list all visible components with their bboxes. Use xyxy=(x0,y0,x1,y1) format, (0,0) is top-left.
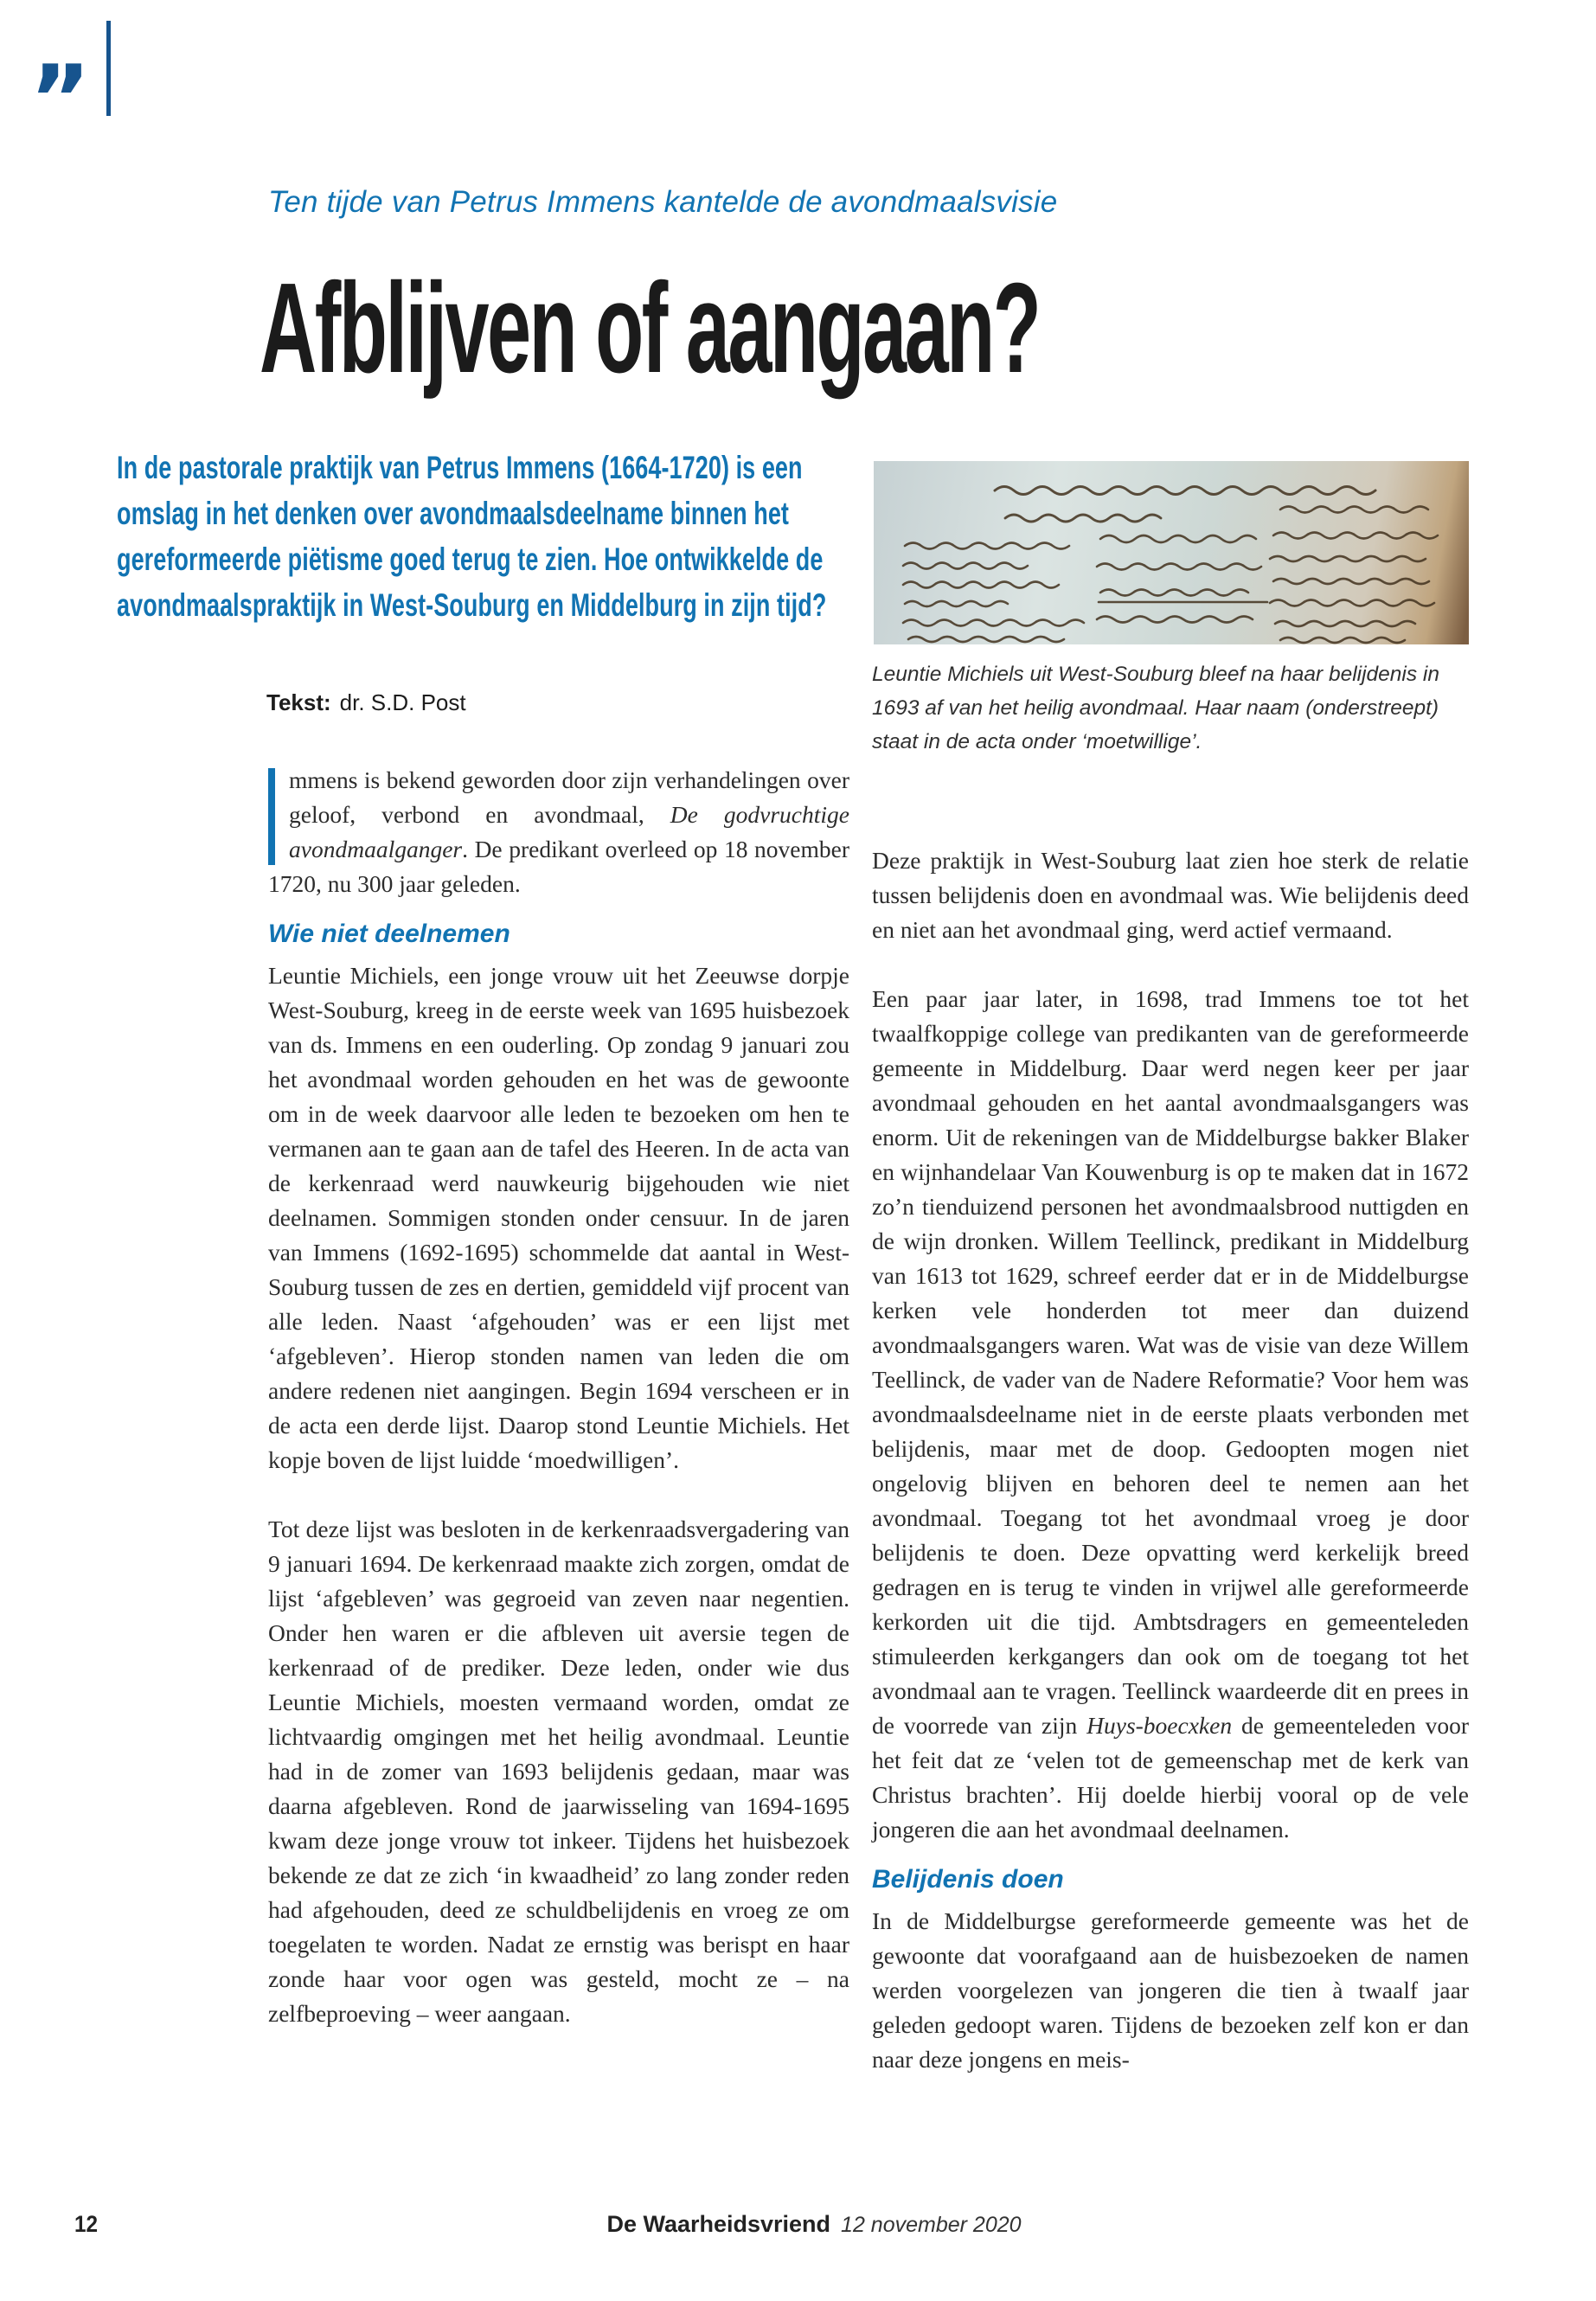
drop-cap-initial-i xyxy=(268,768,275,865)
handwriting-line xyxy=(1280,638,1405,643)
handwriting-line xyxy=(1097,617,1253,623)
handwriting-line xyxy=(905,601,1008,606)
handwriting-line xyxy=(1097,564,1261,570)
text-run: Deze praktijk in West-Souburg laat zien hoe sterk de relatie tussen belijdenis doen en avondmaal was. Wie belijdenis deed en niet aan het avondmaal ging, werd actief vermaand. xyxy=(872,847,1469,943)
body-paragraph xyxy=(268,763,849,901)
text-run: In de Middelburgse gereformeerde gemeente was het de gewoonte dat voorafgaand aan de huisbezoeken de namen werden voorgelezen van jongeren die tien à twaalf jaar geleden gedoopt waren. Tijdens de bezoeken zelf kon er dan naar deze jongens en meis- xyxy=(872,1907,1469,2073)
handwriting-line xyxy=(903,582,1059,588)
handwriting-line xyxy=(1275,621,1415,626)
article-column-right xyxy=(872,843,1469,2077)
handwriting-line xyxy=(1270,556,1426,561)
body-paragraph xyxy=(268,958,849,1477)
handwriting-line xyxy=(1100,535,1256,542)
handwriting-line xyxy=(905,543,1069,549)
handwriting-scribbles xyxy=(874,461,1469,644)
section-heading: Wie niet deelnemen xyxy=(268,920,510,948)
handwriting-line xyxy=(995,487,1375,495)
byline-label: Tekst: xyxy=(266,689,331,715)
figure-caption: Leuntie Michiels uit West-Souburg bleef na haar belijdenis in 1693 af van het heilig avondmaal. Haar naam (onderstreept) staat in de acta onder ‘moetwillige’. xyxy=(872,663,1439,753)
intro-paragraph: In de pastorale praktijk van Petrus Immens (1664-1720) is een omslag in het denken over avondmaalsdeelname binnen het gereformeerde piëtisme goed terug te zien. Hoe ontwikkelde de avondmaalspraktijk in West-Souburg en Middelburg in zijn tijd? xyxy=(117,450,827,623)
handwriting-line xyxy=(903,620,1084,626)
handwriting-line xyxy=(1270,600,1434,606)
footer-magazine-name: De Waarheidsvriend xyxy=(606,2211,831,2237)
text-run: . De predikant overleed op 18 november 1720, nu 300 jaar geleden. xyxy=(268,836,849,897)
section-heading: Belijdenis doen xyxy=(872,1865,1064,1894)
text-run: Tot deze lijst was besloten in de kerkenraadsvergadering van 9 januari 1694. De kerkenraad maakte zich zorgen, omdat de lijst ‘afgebleven’ was gegroeid van zeven naar negentien. Onder hen waren er die afbleven uit aversie tegen de kerkenraad of de prediker. Deze leden, onder wie dus Leuntie Michiels, moesten vermaand worden, omdat ze lichtvaardig omgingen met het heilig avondmaal. Leuntie had in de zomer van 1693 belijdenis gedaan, maar was daarna afgebleven. Rond de jaarwisseling van 1694-1695 kwam deze jonge vrouw tot inkeer. Tijdens het huisbezoek bekende ze dat ze zich ‘in kwaadheid’ zo lang zonder reden had afgehouden, deed ze schuldbelijdenis en vroeg ze om toegelaten te worden. Nadat ze ernstig was berispt en haar zonde haar voor ogen was gesteld, mocht ze – na zelfbeproeving – weer aangaan. xyxy=(268,1516,849,2027)
handwriting-line xyxy=(1100,590,1248,596)
footer xyxy=(606,2211,1021,2238)
italic-text-run: De godvruchtige avondmaalganger xyxy=(289,801,849,862)
body-paragraph xyxy=(872,843,1469,947)
handwriting-line xyxy=(1280,507,1428,513)
body-paragraph xyxy=(268,1512,849,2031)
footer-page-number: 12 xyxy=(74,2211,99,2237)
text-run: Een paar jaar later, in 1698, trad Immens toe tot het twaalfkoppige college van predikanten van de gereformeerde gemeente in Middelburg. Daar werd negen keer per jaar avondmaal gehouden en het aantal avondmaalsgangers was enorm. Uit de rekeningen van de Middelburgse bakker Blaker en wijnhandelaar Van Kouwenburg is op te maken dat in 1672 zo’n tienduizend personen het avondmaalsbrood nuttigden en de wijn dronken. Willem Teellinck, predikant in Middelburg van 1613 tot 1629, schreef eerder dat er in de Middelburgse kerken vele honderden tot meer dan duizend avondmaalsgangers waren. Wat was de visie van deze Willem Teellinck, de vader van de Nadere Reformatie? Voor hem was avondmaalsdeelname niet in de eerste plaats verbonden met belijdenis, maar met de doop. Gedoopten mogen niet ongelovig blijven en behoren deel te nemen aan het avondmaal. Toegang tot het avondmaal vroeg je door belijdenis te doen. Deze opvatting werd kerkelijk breed gedragen en is terug te vinden in vrijwel alle gereformeerde kerkorden uit die tijd. Ambtsdragers en gemeenteleden stimuleerden kerkgangers dan ook om de toegang tot het avondmaal aan te vragen. Teellinck waardeerde dit en prees in de voorrede van zijn xyxy=(872,985,1469,1739)
byline xyxy=(266,689,466,716)
accent-rule xyxy=(106,21,111,116)
handwriting-line xyxy=(1273,533,1438,539)
page-title: Afblijven of aangaan? xyxy=(260,257,1040,400)
handwriting-line xyxy=(1273,579,1429,584)
handwriting-line xyxy=(1005,515,1161,522)
text-run: de gemeenteleden voor het feit dat ze ‘velen tot de gemeenschap met de kerk van Christus brachten’. Hij doelde hierbij vooral op de vele jongeren die aan het avondmaal deelnamen. xyxy=(872,1712,1469,1843)
body-paragraph xyxy=(872,1904,1469,2077)
handwriting-line xyxy=(903,563,1028,569)
manuscript-photo xyxy=(874,461,1469,644)
byline-author: dr. S.D. Post xyxy=(339,689,466,715)
text-run: mmens is bekend geworden door zijn verhandelingen over geloof, verbond en avondmaal, xyxy=(289,766,849,828)
kicker: Ten tijde van Petrus Immens kantelde de avondmaalsvisie xyxy=(268,185,1058,219)
handwriting-line xyxy=(908,637,1064,642)
article-column-left xyxy=(268,763,849,2031)
quote-mark-icon: ” xyxy=(29,46,91,154)
text-run: Leuntie Michiels, een jonge vrouw uit het Zeeuwse dorpje West-Souburg, kreeg in de eerste week van 1695 huisbezoek van ds. Immens en een ouderling. Op zondag 9 januari zou het avondmaal worden gehouden en het was de gewoonte om in de week daarvoor alle leden te bezoeken om hen te vermanen aan te gaan aan de tafel des Heeren. In de acta van de kerkenraad werd nauwkeurig bijgehouden wie niet deelnamen. Sommigen stonden onder censuur. In de jaren van Immens (1692-1695) schommelde dat aantal in West-Souburg tussen de zes en dertien, gemiddeld vijf procent van alle leden. Naast ‘afgehouden’ was er een lijst met ‘afgebleven’. Hierop stonden namen van leden die om andere redenen niet aangingen. Begin 1694 verscheen er in de acta een derde lijst. Daarop stond Leuntie Michiels. Het kopje boven de lijst luidde ‘moedwilligen’. xyxy=(268,962,849,1473)
footer-issue-date: 12 november 2020 xyxy=(841,2213,1022,2237)
body-paragraph xyxy=(872,982,1469,1847)
italic-text-run: Huys-boecxken xyxy=(1086,1712,1233,1739)
